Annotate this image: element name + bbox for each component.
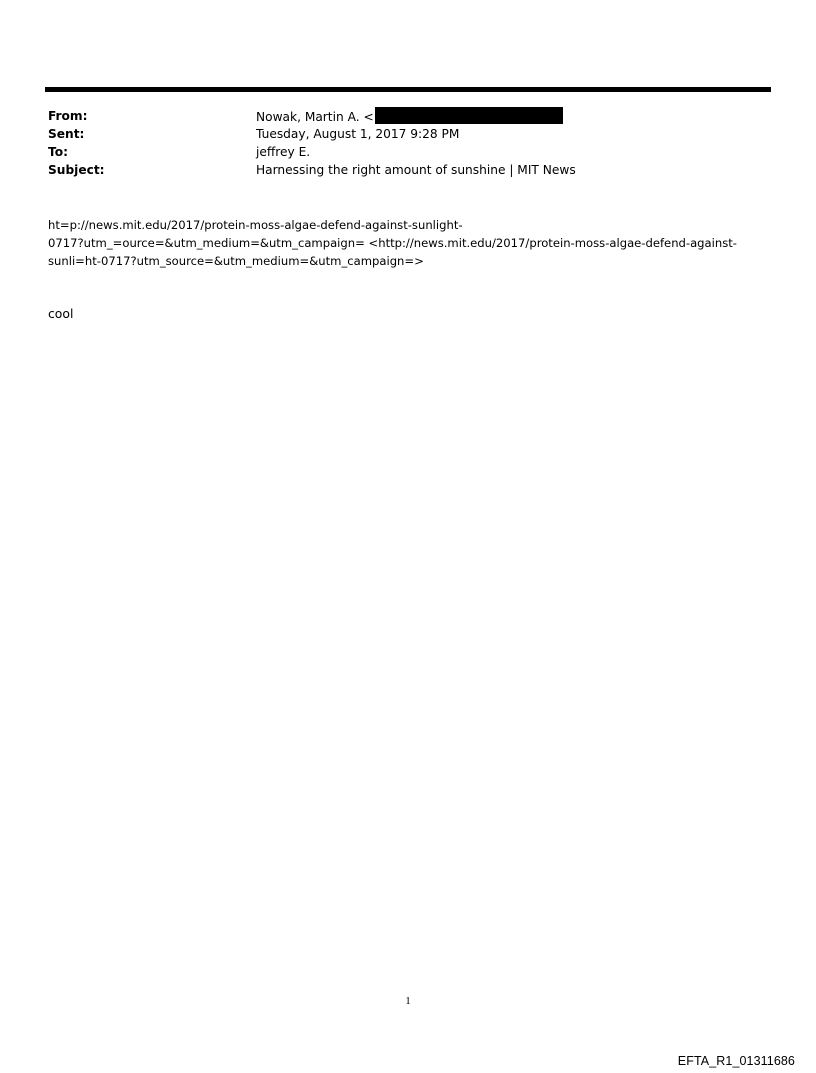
sent-value: Tuesday, August 1, 2017 9:28 PM <box>256 127 460 141</box>
sender-name: Nowak, Martin A. < <box>256 110 374 124</box>
to-label: To: <box>48 145 68 159</box>
page-number: 1 <box>405 995 411 1007</box>
body-line: sunli=ht-0717?utm_source=&utm_medium=&utm_campaign=> <box>48 254 424 268</box>
body-line: ht=p://news.mit.edu/2017/protein-moss-algae-defend-against-sunlight- <box>48 218 463 232</box>
subject-value: Harnessing the right amount of sunshine | MIT News <box>256 163 576 177</box>
email-message: cool <box>48 306 74 321</box>
subject-label: Subject: <box>48 163 105 177</box>
from-row <box>48 107 768 125</box>
to-row <box>48 143 768 161</box>
header-divider-rule <box>45 87 771 92</box>
redacted-email-block <box>375 107 563 124</box>
document-id: EFTA_R1_01311686 <box>677 1054 795 1068</box>
sent-row <box>48 125 768 143</box>
email-body-link <box>48 216 768 270</box>
subject-row <box>48 161 768 179</box>
email-header <box>48 107 768 179</box>
body-line: 0717?utm_=ource=&utm_medium=&utm_campaign= <http://news.mit.edu/2017/protein-moss-algae-defend-against- <box>48 236 737 250</box>
sent-label: Sent: <box>48 127 85 141</box>
from-label: From: <box>48 109 88 123</box>
from-value <box>256 107 563 125</box>
to-value: jeffrey E. <box>256 145 311 159</box>
